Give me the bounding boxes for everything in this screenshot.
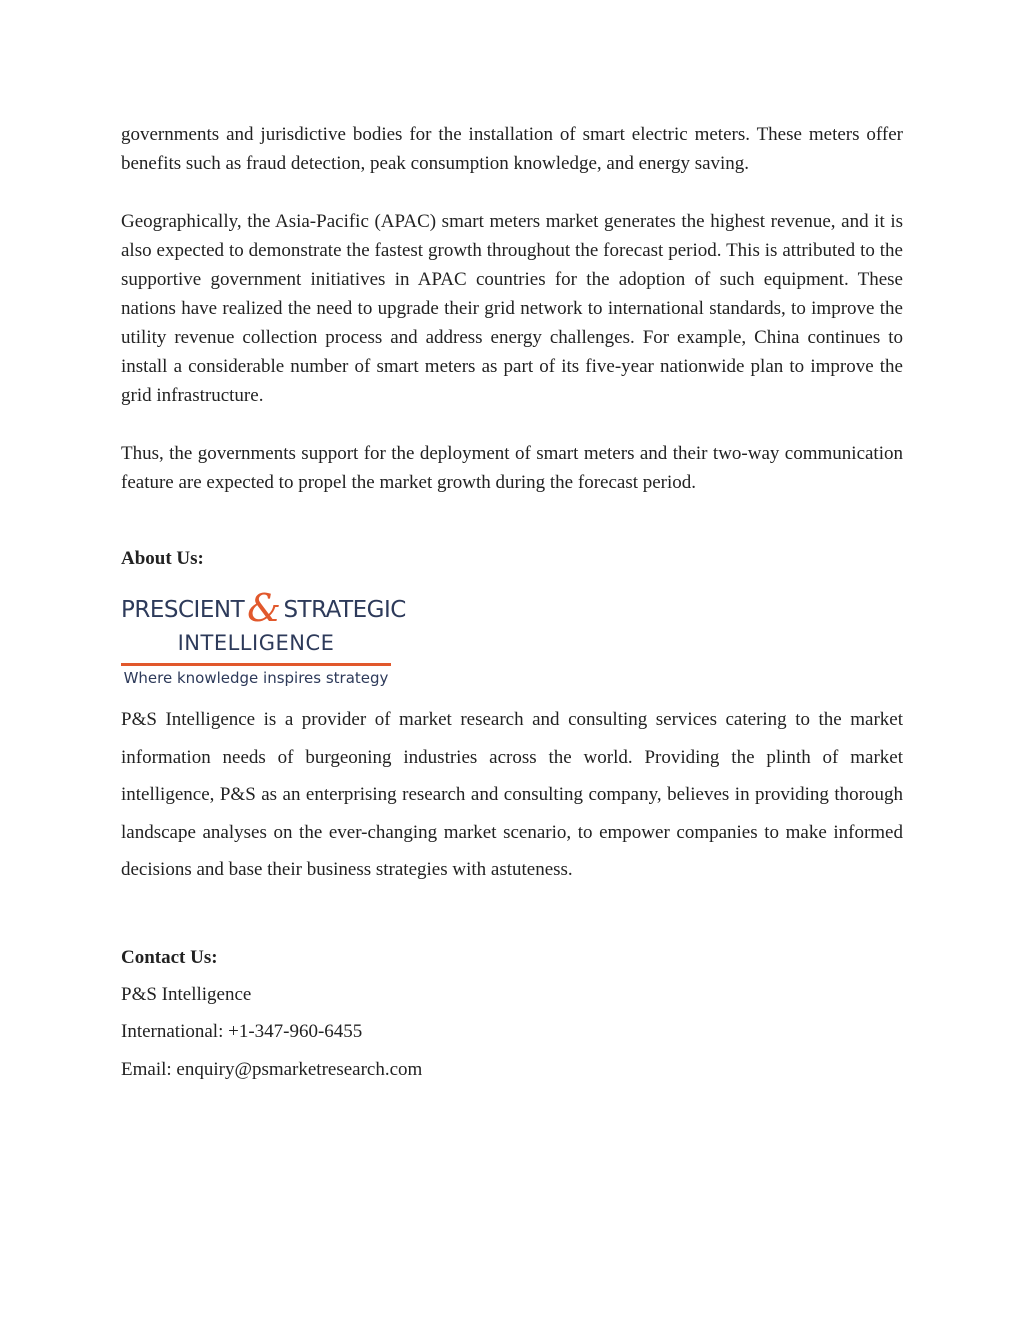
contact-company: P&S Intelligence <box>121 983 252 1005</box>
contact-phone: International: +1-347-960-6455 <box>121 1021 363 1043</box>
company-logo <box>121 586 406 687</box>
logo-word-strategic: STRATEGIC <box>283 597 406 623</box>
paragraph-apac-market: Geographically, the Asia-Pacific (APAC) smart meters market generates the highest revenue, and it is also expected to demonstrate the fastest growth throughout the forecast period. This is attributed to the supportive government initiatives in APAC countries for the adoption of such equipment. These nations have realized the need to upgrade their grid network to international standards, to improve the utility revenue collection process and address energy challenges. For example, China continues to install a considerable number of smart meters as part of its five-year nationwide plan to improve the grid infrastructure. <box>121 211 903 406</box>
about-us-heading: About Us: <box>121 548 204 569</box>
document-page <box>121 120 903 1088</box>
logo-word-prescient: PRESCIENT <box>121 597 245 623</box>
paragraph-market-growth: Thus, the governments support for the deployment of smart meters and their two-way communication feature are expected to propel the market growth during the forecast period. <box>121 443 903 493</box>
contact-us-heading: Contact Us: <box>121 946 218 968</box>
contact-email: Email: enquiry@psmarketresearch.com <box>121 1058 423 1080</box>
logo-divider <box>121 663 391 666</box>
logo-ampersand: & <box>247 586 281 630</box>
logo-top-line <box>121 586 406 630</box>
paragraph-smart-meter-benefits: governments and jurisdictive bodies for the installation of smart electric meters. These meters offer benefits such as fraud detection, peak consumption knowledge, and energy saving. <box>121 124 903 174</box>
logo-word-intelligence: INTELLIGENCE <box>177 631 335 655</box>
about-us-text: P&S Intelligence is a provider of market research and consulting services catering to the market information needs of burgeoning industries across the world. Providing the plinth of market intelligence, P&S as an enterprising research and consulting company, believes in providing thorough landscape analyses on the ever-changing market scenario, to empower companies to make informed decisions and base their business strategies with astuteness. <box>121 709 903 881</box>
logo-tagline: Where knowledge inspires strategy <box>123 669 389 687</box>
